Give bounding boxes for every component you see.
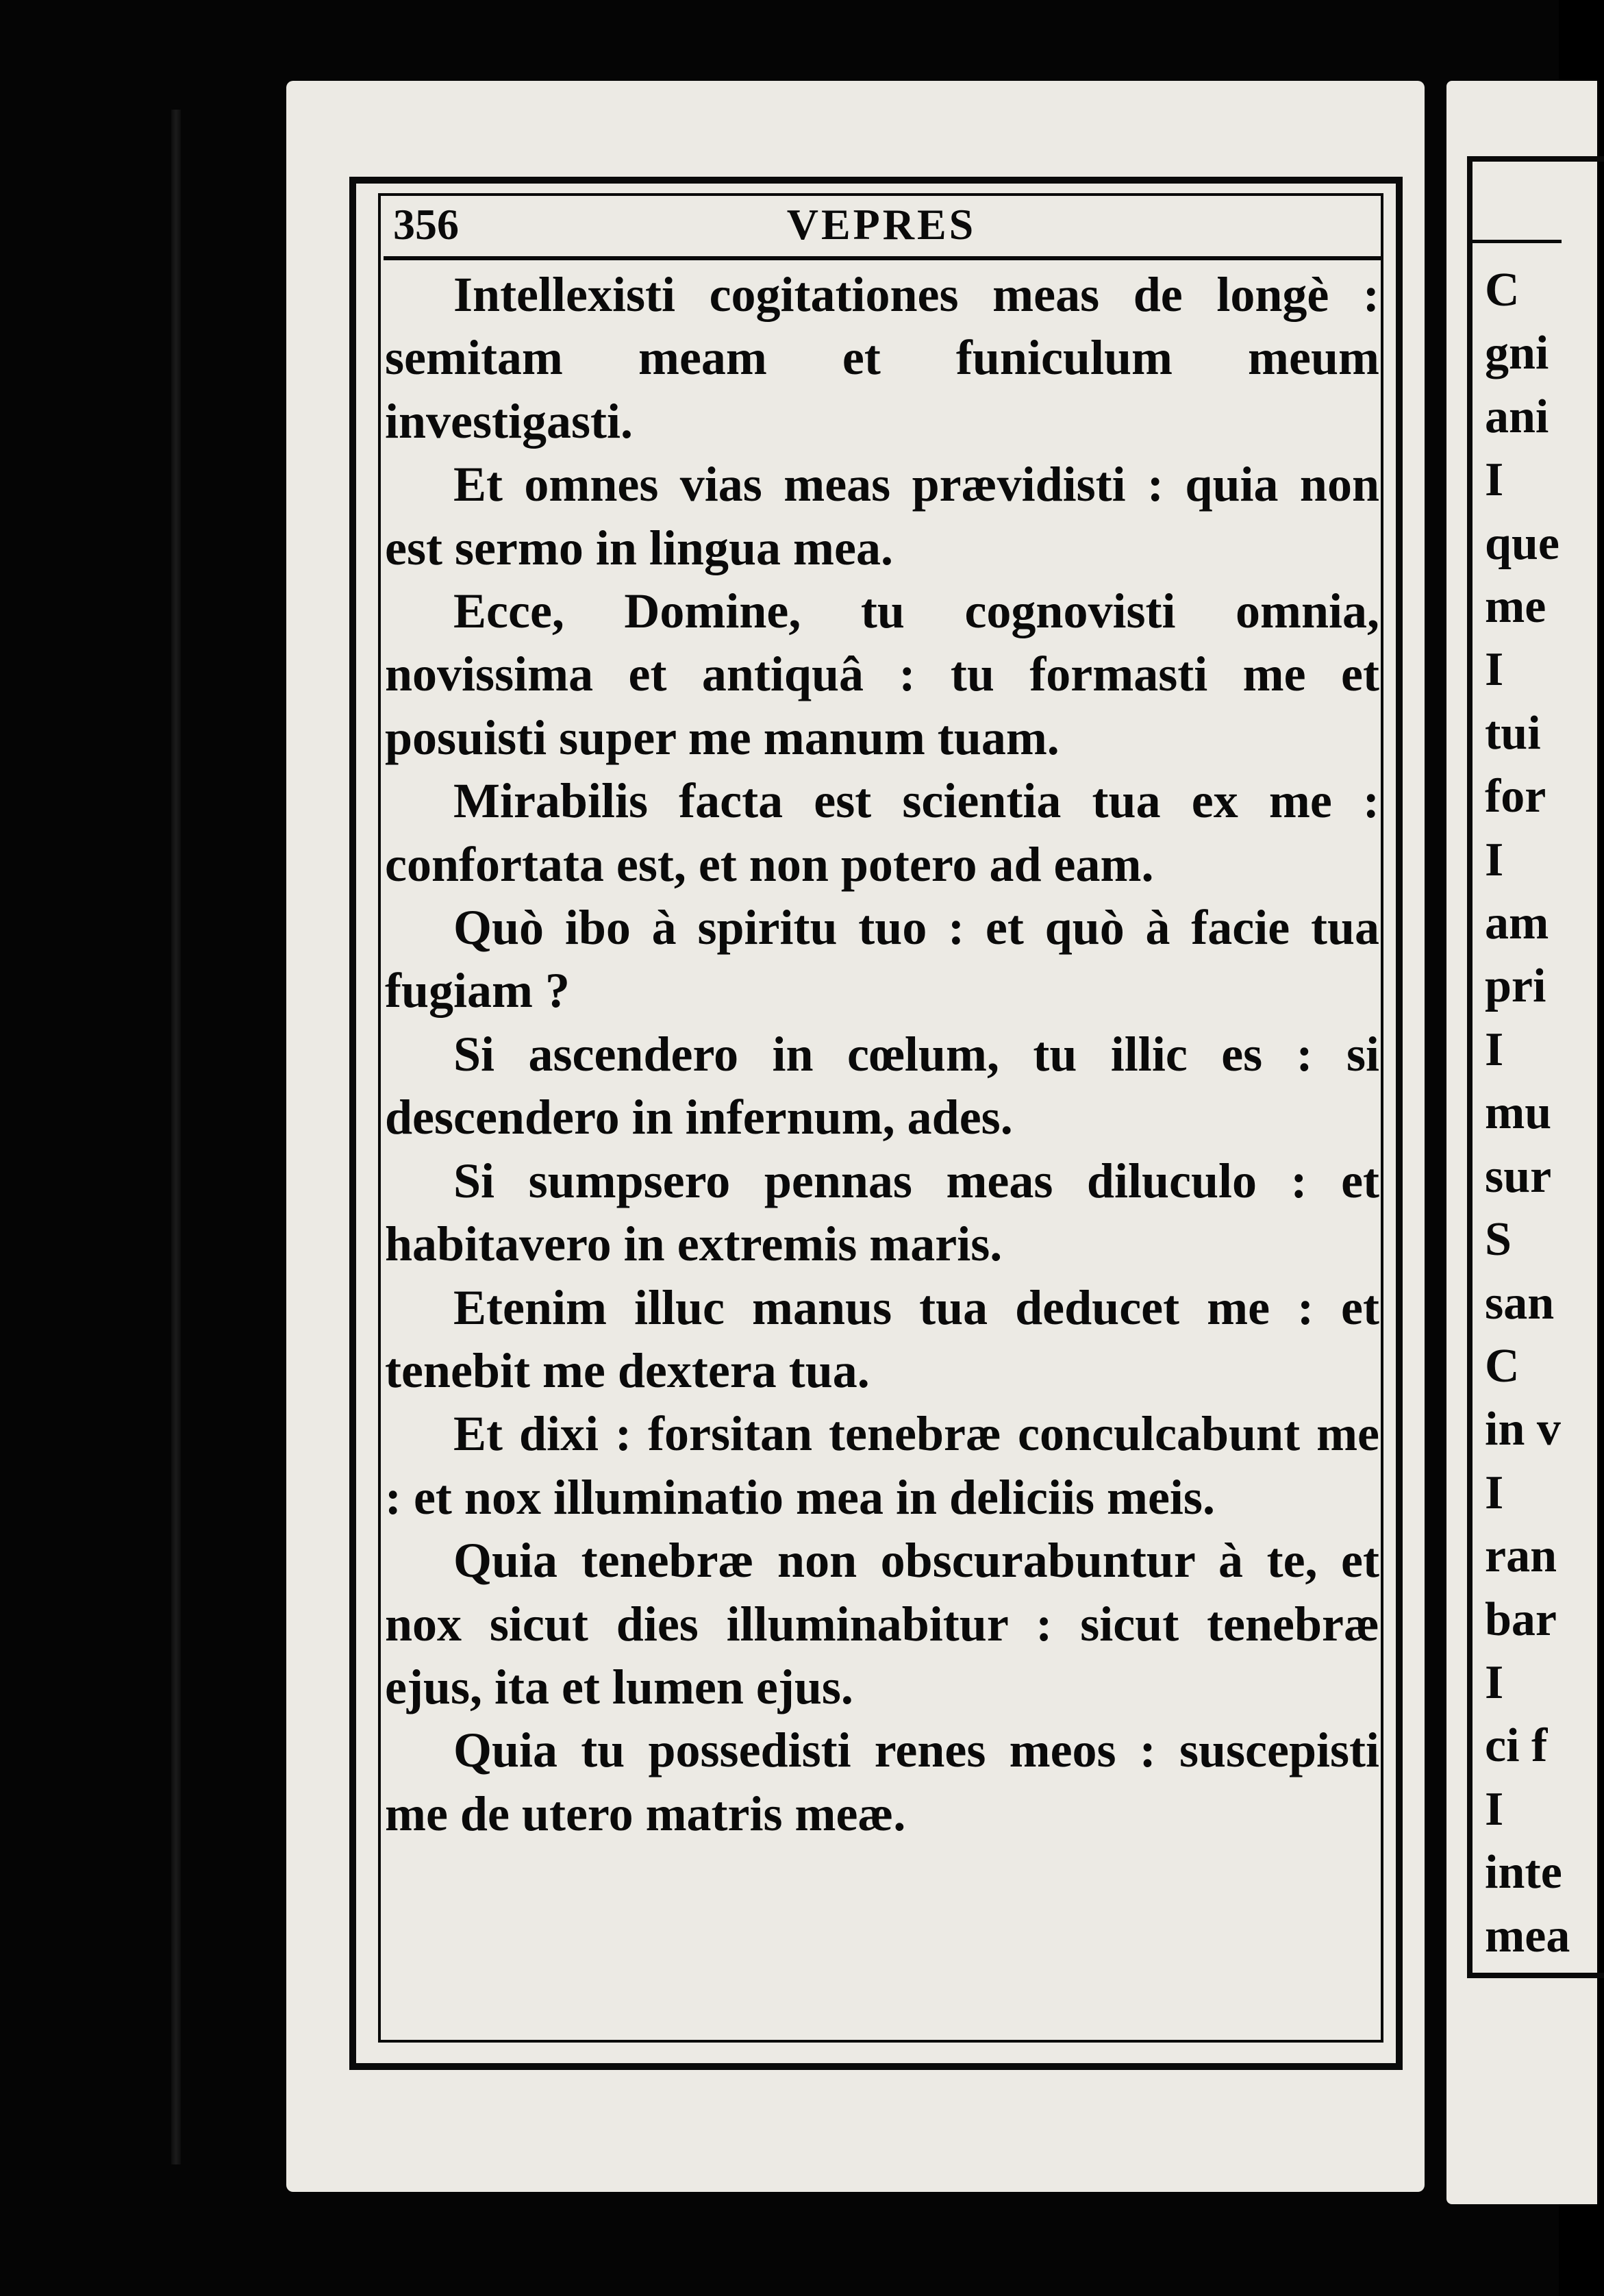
verse: Et omnes vias meas prævidisti : quia non est sermo in lingua mea. — [385, 457, 1379, 575]
psalm-text — [385, 263, 1379, 2037]
verse: Ecce, Domine, tu cognovisti omnia, novissima et antiquâ : tu formasti me et posuisti super me manum tuam. — [385, 584, 1379, 765]
page-number: 356 — [393, 200, 459, 249]
background-streak — [171, 110, 181, 2164]
running-head: VEPRES — [786, 200, 977, 249]
verse: Si sumpsero pennas meas diluculo : et habitavero in extremis maris. — [385, 1153, 1379, 1272]
right-page-text-fragment: C gni ani I que me I tui for I am pri I mu sur S san C in v I ran bar I ci f I inte mea — [1485, 264, 1570, 1962]
verse: Etenim illuc manus tua deducet me : et tenebit me dextera tua. — [385, 1280, 1379, 1398]
verse: Quia tu possedisti renes meos : suscepisti me de utero matris meæ. — [385, 1723, 1379, 1841]
verse: Et dixi : forsitan tenebræ conculcabunt me : et nox illuminatio mea in deliciis meis. — [385, 1406, 1379, 1525]
right-page-header-rule — [1473, 240, 1562, 243]
verse: Quò ibo à spiritu tuo : et quò à facie tua fugiam ? — [385, 900, 1379, 1019]
page-header — [381, 197, 1382, 259]
verse: Intellexisti cogitationes meas de longè : semitam meam et funiculum meum investigasti. — [385, 267, 1379, 449]
verse: Mirabilis facta est scientia tua ex me : confortata est, et non potero ad eam. — [385, 773, 1379, 892]
verse: Quia tenebræ non obscurabuntur à te, et nox sicut dies illuminabitur : sicut tenebræ ejus, ita et lumen ejus. — [385, 1533, 1379, 1714]
verse: Si ascendero in cœlum, tu illic es : si descendero in infernum, ades. — [385, 1026, 1379, 1145]
header-rule — [384, 256, 1381, 260]
